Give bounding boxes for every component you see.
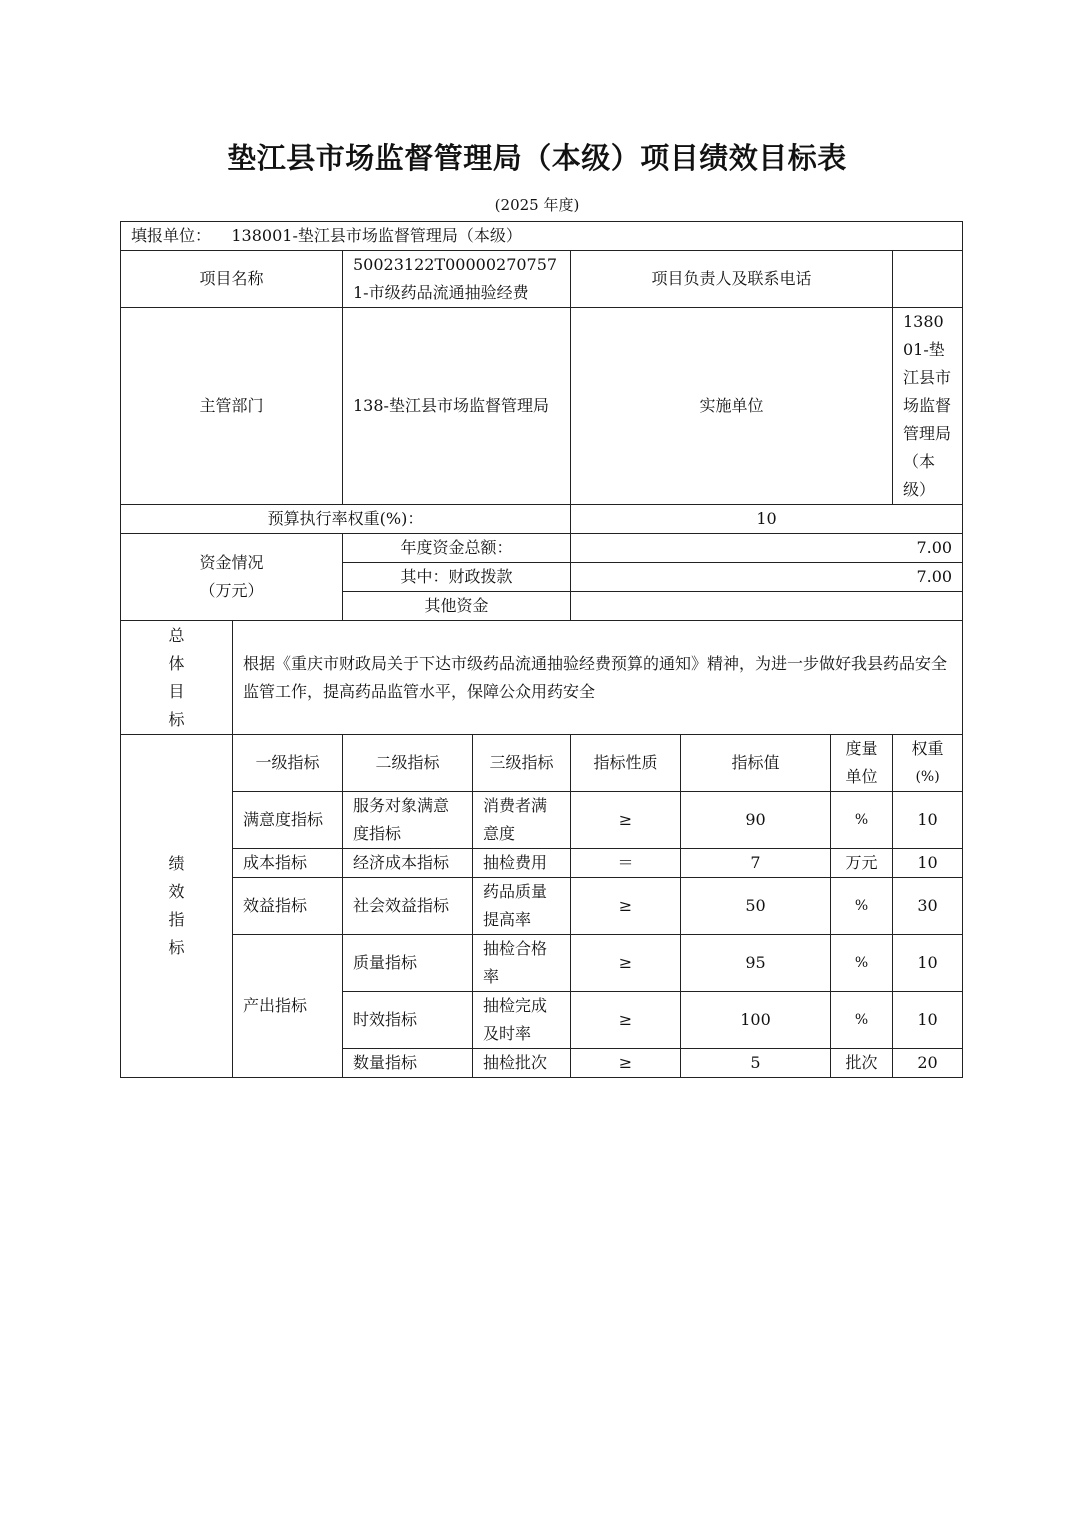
indicator-label [121, 735, 233, 1078]
row-value: 5 [681, 1049, 831, 1078]
row-l1: 成本指标 [233, 849, 343, 878]
funds-other-label: 其他资金 [343, 592, 571, 621]
row-weight: 10 [893, 849, 963, 878]
project-row [121, 251, 963, 308]
header-value: 指标值 [681, 735, 831, 792]
row-nature: ＝ [571, 849, 681, 878]
row-value: 7 [681, 849, 831, 878]
table-row [121, 935, 963, 992]
indicator-label-char: 标 [168, 938, 185, 957]
year-label: (2025 年度) [494, 196, 580, 214]
row-nature: ≥ [571, 878, 681, 935]
indicator-header-row [121, 735, 963, 792]
funds-label: 资金情况 [199, 553, 264, 572]
fill-unit-label: 填报单位： [131, 226, 212, 245]
row-l2: 经济成本指标 [343, 849, 473, 878]
goal-label-char: 标 [168, 709, 185, 729]
header-weight-unit: (%) [915, 769, 940, 785]
row-weight: 10 [893, 792, 963, 849]
row-l3: 消费者满意度 [473, 792, 571, 849]
dept-value: 138-垫江县市场监督管理局 [343, 308, 571, 505]
header-l3: 三级指标 [473, 735, 571, 792]
row-weight: 10 [893, 992, 963, 1049]
header-l1: 一级指标 [233, 735, 343, 792]
header-weight-label: 权重 [911, 739, 944, 758]
budget-rate-row [121, 505, 963, 534]
row-nature: ≥ [571, 935, 681, 992]
goal-label-char: 目 [168, 681, 185, 701]
indicator-label-char: 指 [168, 910, 185, 929]
row-l2: 社会效益指标 [343, 878, 473, 935]
row-l1: 产出指标 [233, 935, 343, 1078]
row-unit: % [831, 792, 893, 849]
row-nature: ≥ [571, 792, 681, 849]
row-l1: 满意度指标 [233, 792, 343, 849]
dept-row [121, 308, 963, 505]
header-l2: 二级指标 [343, 735, 473, 792]
row-l3: 药品质量提高率 [473, 878, 571, 935]
funds-fiscal-label: 其中：财政拨款 [343, 563, 571, 592]
row-weight: 20 [893, 1049, 963, 1078]
funds-label-cell [121, 534, 343, 621]
performance-table [120, 221, 963, 1078]
row-l3: 抽检合格率 [473, 935, 571, 992]
funds-other-value [571, 592, 963, 621]
row-l2: 数量指标 [343, 1049, 473, 1078]
table-row [121, 878, 963, 935]
funds-total-label: 年度资金总额： [343, 534, 571, 563]
row-unit: 批次 [831, 1049, 893, 1078]
fill-unit-row [121, 222, 963, 251]
budget-rate-value: 10 [571, 505, 963, 534]
impl-unit-label: 实施单位 [571, 308, 893, 505]
funds-total-value: 7.00 [571, 534, 963, 563]
row-nature: ≥ [571, 1049, 681, 1078]
project-contact-value [893, 251, 963, 308]
row-value: 50 [681, 878, 831, 935]
goal-text: 根据《重庆市财政局关于下达市级药品流通抽验经费预算的通知》精神，为进一步做好我县药品安全监管工作，提高药品监管水平，保障公众用药安全 [233, 621, 963, 735]
funds-total-row [121, 534, 963, 563]
fill-unit-cell [121, 222, 963, 251]
row-unit: 万元 [831, 849, 893, 878]
row-l3: 抽检批次 [473, 1049, 571, 1078]
goal-label-char: 体 [168, 653, 185, 673]
dept-label: 主管部门 [121, 308, 343, 505]
row-unit: % [831, 992, 893, 1049]
row-l3: 抽检完成及时率 [473, 992, 571, 1049]
row-l2: 质量指标 [343, 935, 473, 992]
row-nature: ≥ [571, 992, 681, 1049]
row-weight: 30 [893, 878, 963, 935]
header-unit: 度量单位 [831, 735, 893, 792]
row-unit: % [831, 878, 893, 935]
header-weight [893, 735, 963, 792]
project-name-value: 50023122T000002707571-市级药品流通抽验经费 [343, 251, 571, 308]
funds-unit: （万元） [199, 581, 264, 600]
row-l3: 抽检费用 [473, 849, 571, 878]
goal-label-char: 总 [168, 625, 185, 645]
row-unit: % [831, 935, 893, 992]
budget-rate-label: 预算执行率权重(%)： [121, 505, 571, 534]
project-name-label: 项目名称 [121, 251, 343, 308]
row-weight: 10 [893, 935, 963, 992]
impl-unit-value: 138001-垫江县市场监督管理局（本级） [893, 308, 963, 505]
table-row [121, 792, 963, 849]
project-contact-label: 项目负责人及联系电话 [571, 251, 893, 308]
row-value: 95 [681, 935, 831, 992]
row-l1: 效益指标 [233, 878, 343, 935]
row-l2: 服务对象满意度指标 [343, 792, 473, 849]
goal-row [121, 621, 963, 735]
page-title: 垫江县市场监督管理局（本级）项目绩效目标表 [227, 141, 847, 175]
row-value: 100 [681, 992, 831, 1049]
funds-fiscal-value: 7.00 [571, 563, 963, 592]
indicator-label-char: 效 [168, 882, 185, 901]
goal-label [121, 621, 233, 735]
header-nature: 指标性质 [571, 735, 681, 792]
indicator-label-char: 绩 [168, 854, 185, 873]
table-row [121, 849, 963, 878]
row-l2: 时效指标 [343, 992, 473, 1049]
row-value: 90 [681, 792, 831, 849]
fill-unit-value: 138001-垫江县市场监督管理局（本级） [231, 226, 522, 245]
